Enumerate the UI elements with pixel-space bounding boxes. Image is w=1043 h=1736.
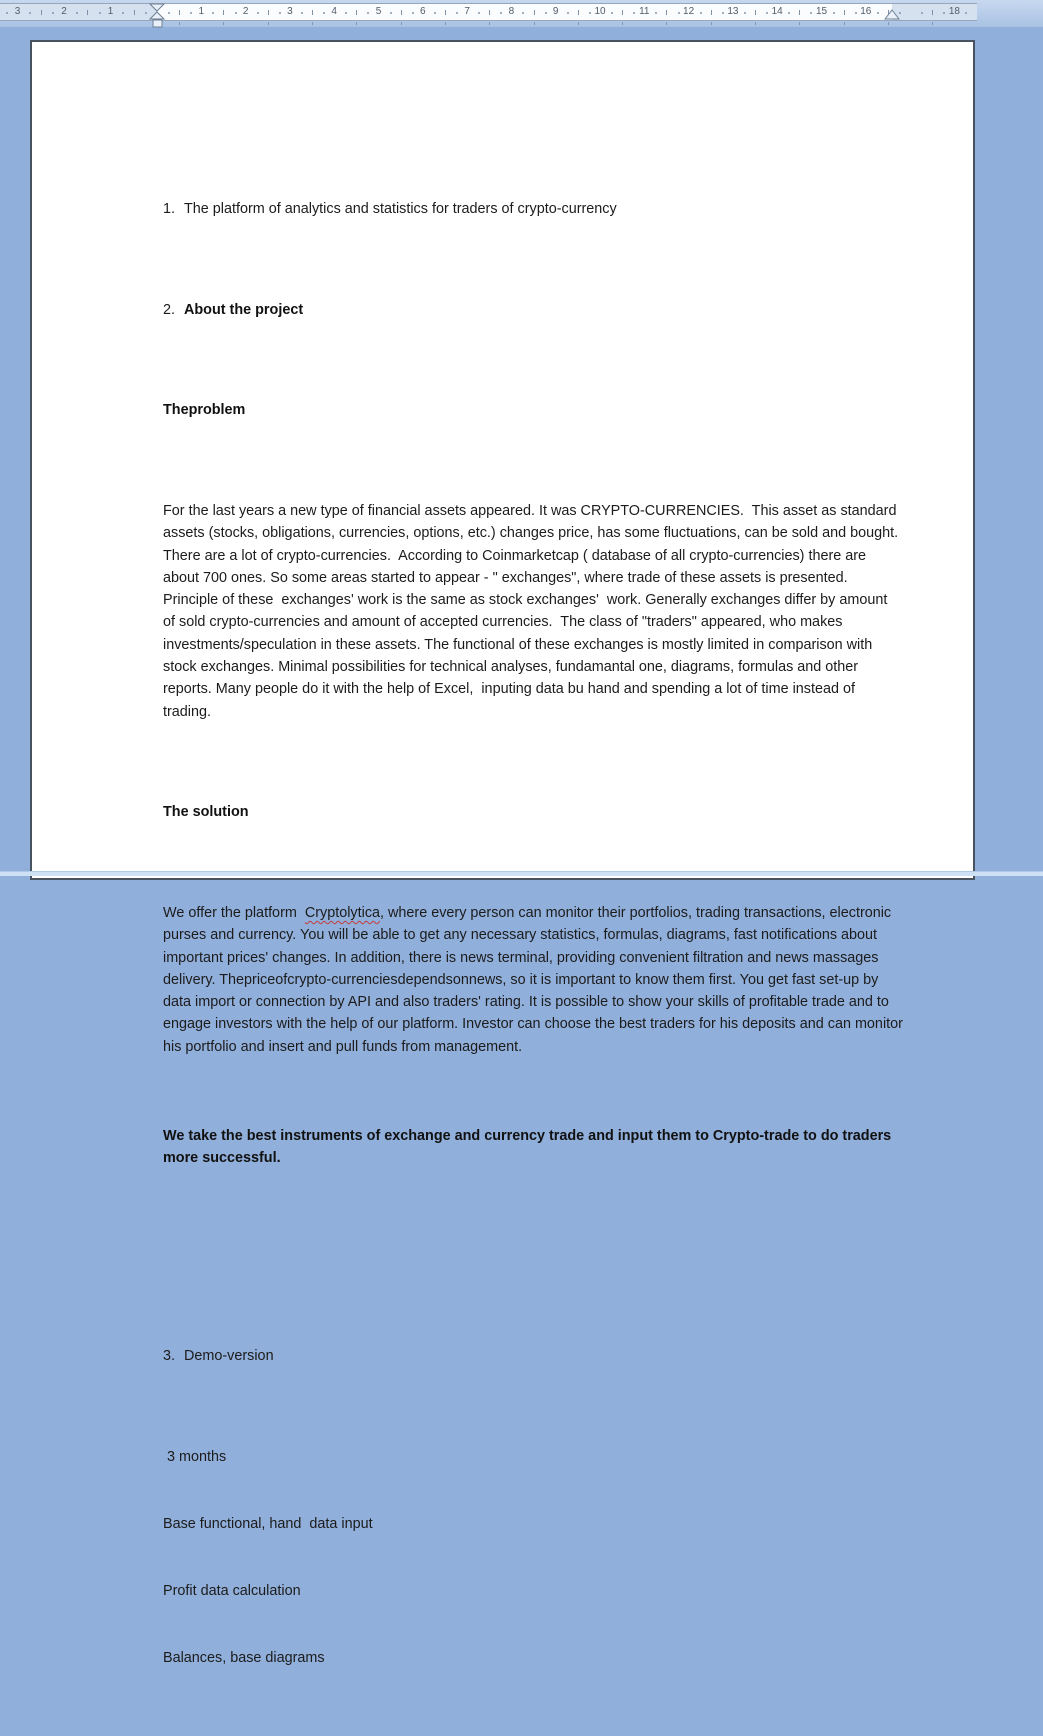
ruler-tick (833, 12, 835, 14)
paragraph-bold-statement[interactable]: We take the best instruments of exchange and currency trade and input them to Crypto-trade to do traders more successful. (163, 1127, 896, 1167)
tab-stop-tick (799, 22, 800, 25)
list-item-1[interactable] (163, 198, 903, 220)
ruler-tick (844, 10, 845, 15)
tab-stop-tick (622, 22, 623, 25)
ruler-tick (545, 12, 547, 14)
heading-the-problem[interactable]: Theproblem (163, 402, 246, 419)
ruler-number: 2 (61, 6, 67, 17)
empty-paragraph-gap (163, 1236, 903, 1278)
ruler-number: 16 (860, 6, 872, 17)
demo-line[interactable]: Balances, base diagrams (163, 1649, 325, 1666)
ruler-tick (257, 12, 259, 14)
ruler-tick (445, 10, 446, 15)
ruler-number: 13 (727, 6, 739, 17)
list-number: 1. (163, 200, 176, 217)
tab-stop-tick (666, 22, 667, 25)
ruler-tick (41, 10, 42, 15)
tab-stop-tick (401, 22, 402, 25)
ruler-tick (722, 12, 724, 14)
ruler-tick (76, 12, 78, 14)
ruler-tick (489, 10, 490, 15)
tab-stop-tick (888, 22, 889, 25)
left-indent-marker-icon[interactable] (149, 3, 166, 29)
ruler-tick (589, 12, 591, 14)
tab-stop-tick (711, 22, 712, 25)
list-item-3[interactable] (163, 1345, 903, 1367)
ruler-tick (711, 10, 712, 15)
ruler-number: 14 (771, 6, 783, 17)
ruler-number: 1 (107, 6, 114, 17)
tab-stop-tick (489, 22, 490, 25)
ruler-tick (578, 10, 579, 15)
ruler-tick (744, 12, 746, 14)
list-item-2[interactable] (163, 299, 903, 321)
ruler-tick (877, 12, 879, 14)
list-item-2-text: About the project (184, 301, 304, 318)
paragraph-solution-pre: We offer the platform (163, 905, 305, 921)
ruler-number: 4 (331, 6, 337, 17)
ruler-tick (755, 10, 756, 15)
ruler-tick (678, 12, 680, 14)
ruler-tick (223, 10, 224, 15)
ruler-number: 6 (420, 6, 426, 17)
tab-stop-tick (356, 22, 357, 25)
list-item-1-text: The platform of analytics and statistics for traders of crypto-currency (184, 200, 617, 217)
ruler-tick (666, 10, 667, 15)
paragraph-solution-post: , where every person can monitor their portfolios, trading transactions, electronic purses and currency. You will be able to get any necessary statistics, formulas, diagrams, fast notifications about important prices' changes. In addition, there is news terminal, providing convenient filtration and news massages delivery. Thepriceofcrypto-currenciesdependsonnews, so it is important to know them first. You get fast set-up by data import or connection by API and also traders' rating. It is possible to show your skills of profitable trade and to engage investors with the help of our platform. Investor can choose the best traders for his deposits and can monitor his portfolio and insert and pull funds from management. (163, 905, 907, 1055)
ruler-tick (401, 10, 402, 15)
tab-stop-tick (268, 22, 269, 25)
ruler-number: 8 (508, 6, 515, 17)
paragraph-problem-text: For the last years a new type of financial assets appeared. It was CRYPTO-CURRENCIES. This asset as standard assets (stocks, obligations, currencies, options, etc.) changes price, has some fluctuations, can be sold and bought. There are a lot of crypto-currencies. According to Coinmarketcap ( database of all crypto-currencies) there are about 700 ones. So some areas started to appear - " exchanges", where trade of these assets is presented. Principle of these exchanges' work is the same as stock exchanges' work. Generally exchanges differ by amount of sold crypto-currencies and amount of accepted currencies. The class of "traders" appeared, who makes investments/speculation in these assets. The functional of these exchanges is mostly limited in comparison with stock exchanges. Minimal possibilities for technical analyses, fundamantal one, diagrams, formulas and other reports. Many people do it with the help of Excel, inputing data bu hand and spending a lot of time instead of trading. (163, 502, 902, 720)
ruler-tick (567, 12, 569, 14)
ruler-tick (179, 10, 180, 15)
paragraph-solution[interactable] (163, 902, 907, 1058)
ruler-number: 9 (552, 6, 559, 17)
right-indent-marker-icon[interactable] (884, 9, 900, 20)
ruler-zone (892, 4, 977, 20)
ruler-number: 5 (375, 6, 382, 17)
ruler-number: 3 (287, 6, 293, 17)
ruler-tick (134, 10, 135, 15)
horizontal-ruler[interactable] (0, 0, 1043, 27)
ruler-number: 12 (683, 6, 695, 17)
misspelled-word[interactable]: Cryptolytica (304, 905, 381, 921)
tab-stop-tick (445, 22, 446, 25)
list-item-3-text: Demo-version (184, 1348, 274, 1365)
ruler-number: 3 (14, 6, 21, 17)
ruler-tick (534, 10, 535, 15)
ruler-tick (356, 10, 357, 15)
tab-stop-tick (179, 22, 180, 25)
ruler-number: 10 (594, 6, 606, 17)
ruler-tick (799, 10, 800, 15)
ruler-number: 15 (815, 6, 828, 17)
tab-stop-tick (755, 22, 756, 25)
list-number: 2. (163, 301, 176, 318)
ruler-tick (87, 10, 88, 15)
ruler-number: 11 (639, 6, 650, 17)
demo-line[interactable]: Profit data calculation (163, 1582, 301, 1599)
ruler-tick (312, 10, 313, 15)
list-number: 3. (163, 1348, 176, 1365)
ruler-tick (932, 10, 933, 15)
heading-the-solution[interactable]: The solution (163, 804, 249, 821)
ruler-tick (301, 12, 303, 14)
ruler-tick (412, 12, 414, 14)
ruler-tick (622, 10, 623, 15)
tab-stop-tick (844, 22, 845, 25)
tab-stop-tick (578, 22, 579, 25)
ruler-tick (700, 12, 702, 14)
ruler-number: 7 (464, 6, 470, 17)
tab-stop-tick (932, 22, 933, 25)
ruler-number: 1 (198, 6, 205, 17)
ruler-band[interactable] (0, 3, 977, 21)
ruler-tick (235, 12, 237, 14)
ruler-number: 2 (242, 6, 249, 17)
demo-line[interactable]: 3 months (163, 1449, 227, 1466)
ruler-number: 18 (948, 6, 960, 17)
ruler-tick (99, 12, 101, 14)
tab-stop-tick (534, 22, 535, 25)
document-page[interactable] (30, 40, 975, 1666)
ruler-tick (434, 12, 436, 14)
ruler-tick (855, 12, 857, 14)
bottom-edge-strip (0, 871, 1043, 876)
ruler-tick (456, 12, 458, 14)
ruler-tick (6, 12, 8, 14)
ruler-tick (268, 10, 269, 15)
demo-line[interactable]: Base functional, hand data input (163, 1515, 373, 1532)
document-content[interactable] (32, 42, 973, 1736)
tab-stop-tick (223, 22, 224, 25)
ruler-tick (390, 12, 392, 14)
ruler-tick (279, 12, 281, 14)
tab-stop-tick (312, 22, 313, 25)
paragraph-problem[interactable] (163, 500, 903, 723)
